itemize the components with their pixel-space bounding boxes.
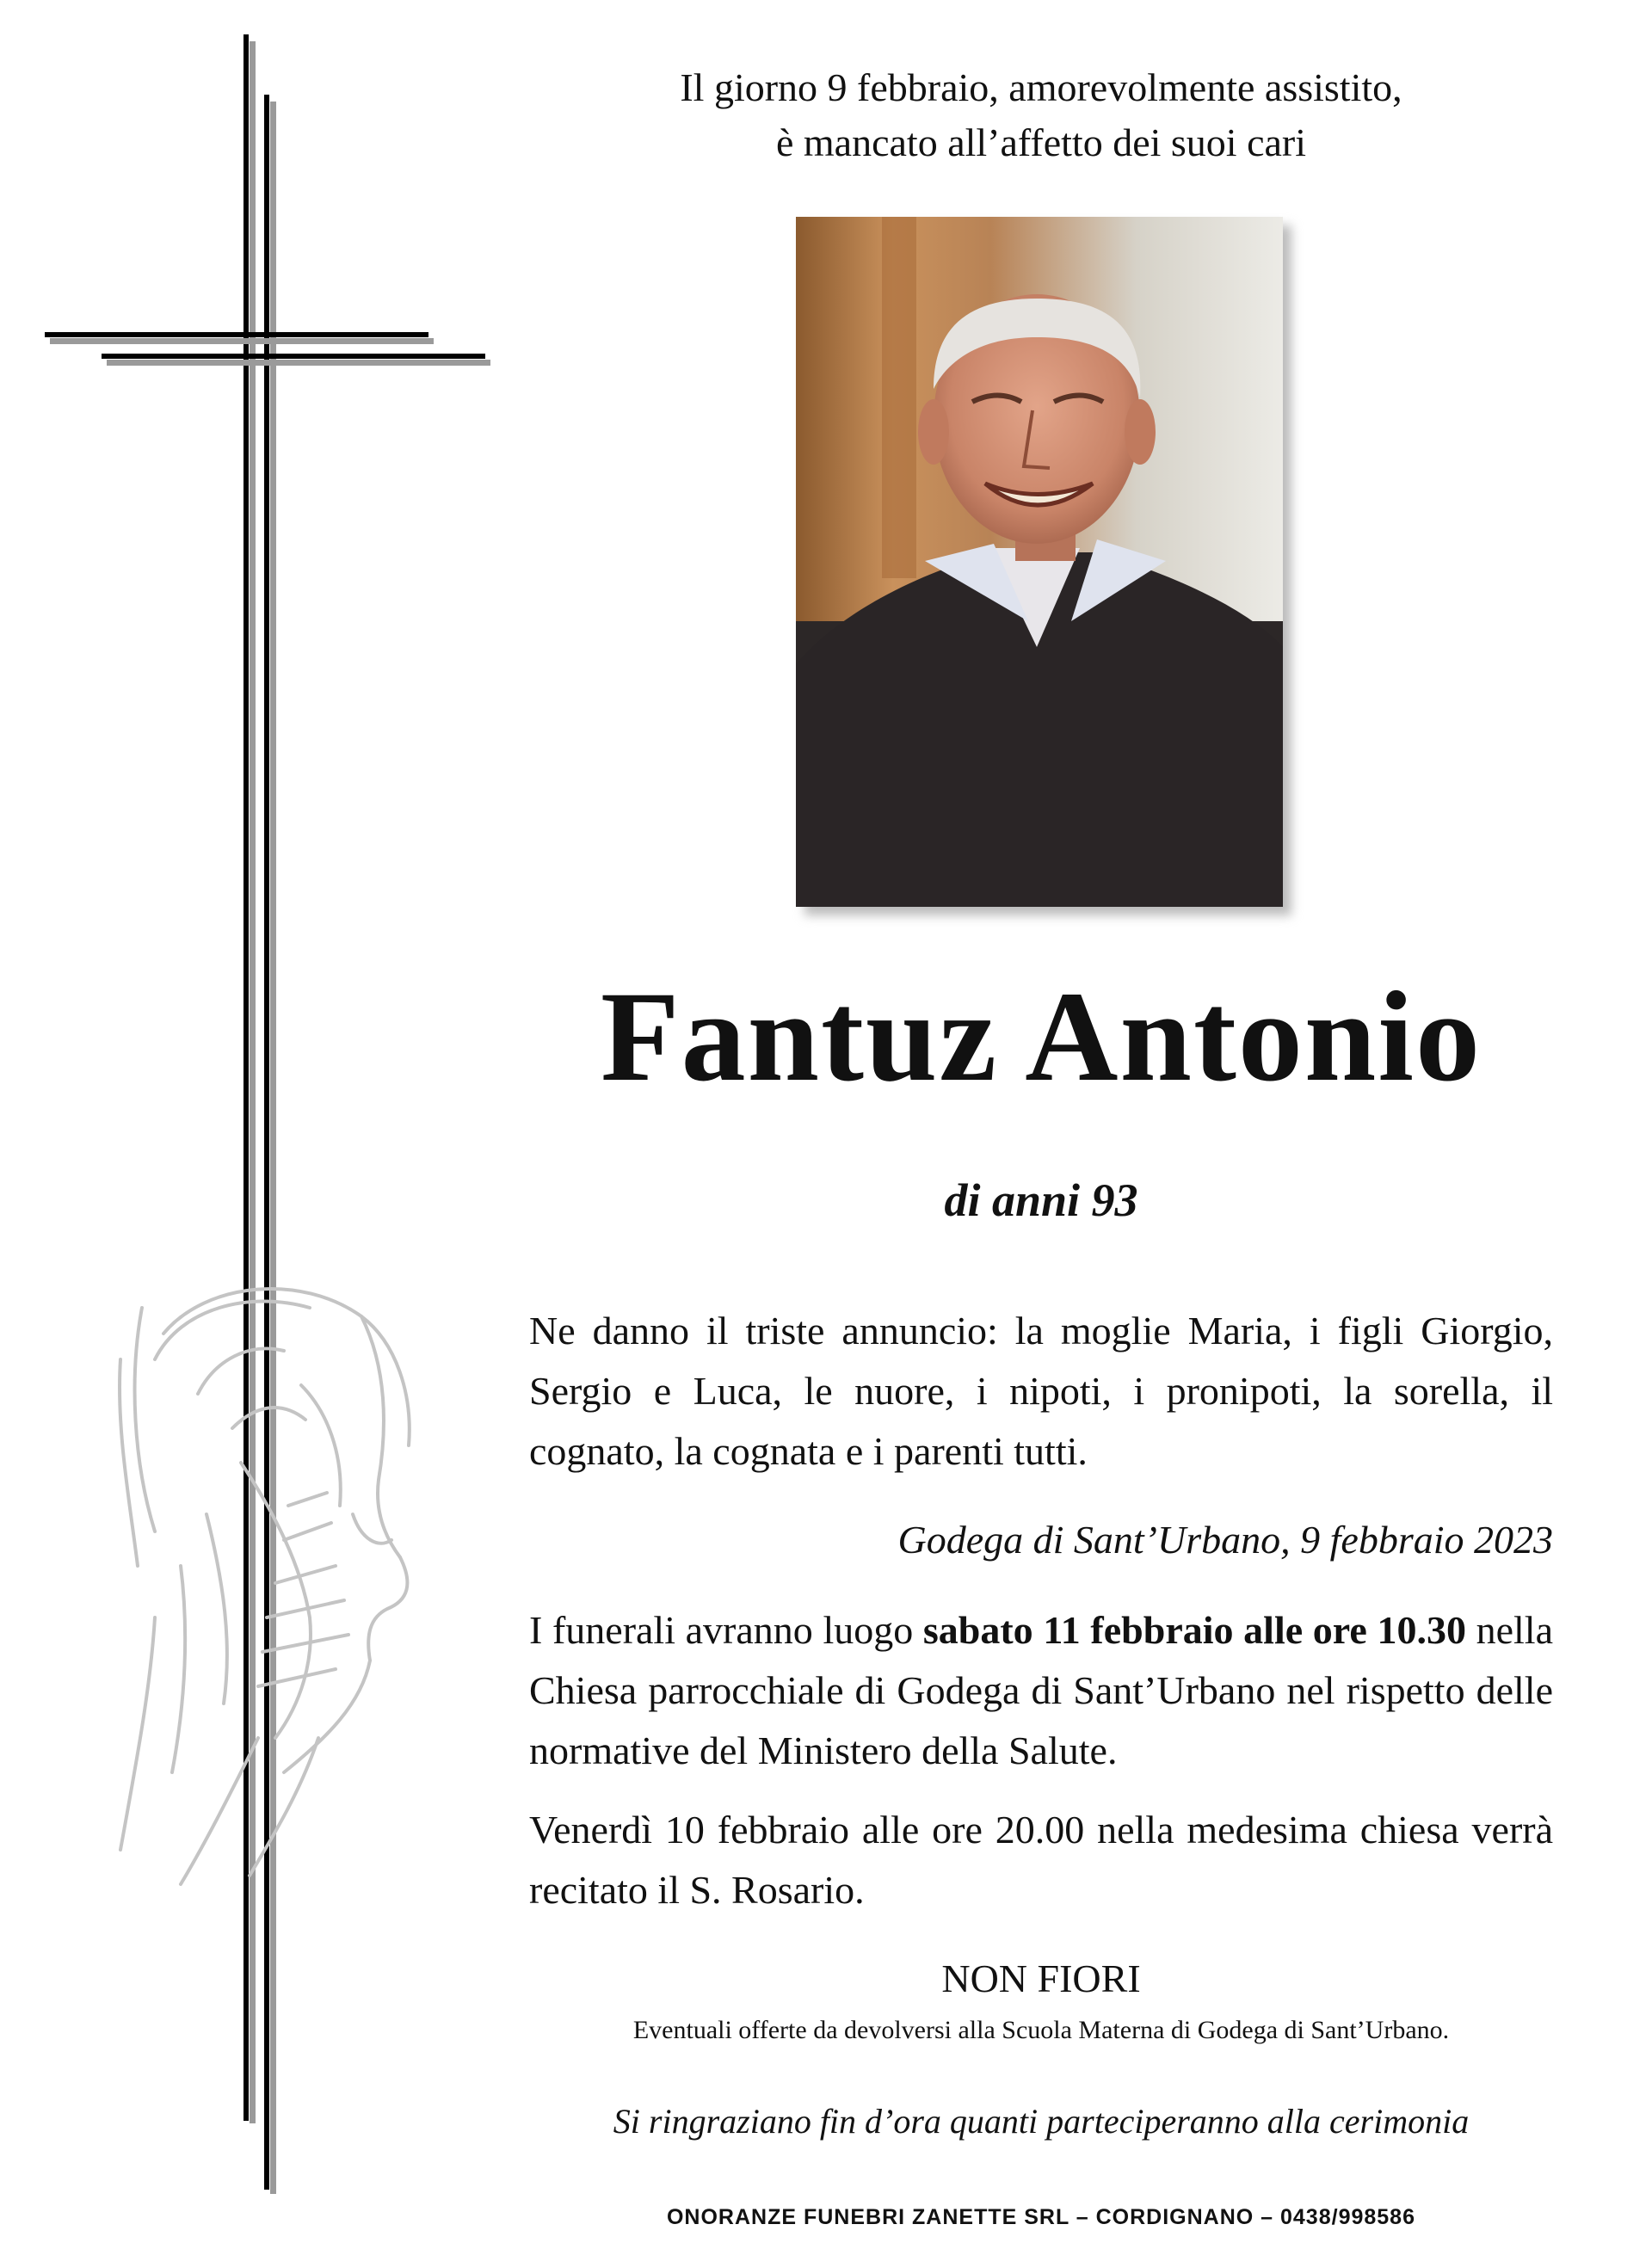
funeral-suffix: nella Chiesa parrocchiale di Godega di Sant’Urbano nel rispetto delle normative del Ministero della Salute. [529, 1608, 1553, 1772]
intro-line-1: Il giorno 9 febbraio, amorevolmente assistito, [680, 65, 1402, 109]
cross-icon [0, 0, 516, 2249]
donations-note: Eventuali offerte da devolversi alla Scuola Materna di Godega di Sant’Urbano. [632, 2016, 1450, 2044]
rosary-details: Venerdì 10 febbraio alle ore 20.00 nella medesima chiesa verrà recitato il S. Rosario. [529, 1808, 1553, 1912]
christ-sketch-icon [103, 1256, 482, 1893]
funeral-prefix: I funerali avranno luogo [529, 1608, 923, 1652]
funeral-datetime: sabato 11 febbraio alle ore 10.30 [922, 1608, 1466, 1652]
no-flowers: NON FIORI [941, 1956, 1141, 2000]
intro-text [533, 60, 1549, 170]
thanks-note: Si ringraziano fin d’ora quanti parteciperanno alla cerimonia [613, 2102, 1470, 2141]
intro-line-2: è mancato all’affetto dei suoi cari [775, 120, 1307, 164]
funeral-home-footer: ONORANZE FUNEBRI ZANETTE SRL – CORDIGNANO – 0438/998586 [666, 2205, 1415, 2229]
deceased-name: Fantuz Antonio [600, 965, 1482, 1108]
family-announcement: Ne danno il triste annuncio: la moglie Maria, i figli Giorgio, Sergio e Luca, le nuore, i nipoti, i pronipoti, la sorella, il cognato, la cognata e i parenti tutti. [529, 1309, 1553, 1473]
place-date: Godega di Sant’Urbano, 9 febbraio 2023 [897, 1518, 1553, 1562]
funeral-details [529, 1600, 1553, 1781]
portrait-photo [796, 217, 1283, 907]
age-line: di anni 93 [944, 1174, 1138, 1226]
